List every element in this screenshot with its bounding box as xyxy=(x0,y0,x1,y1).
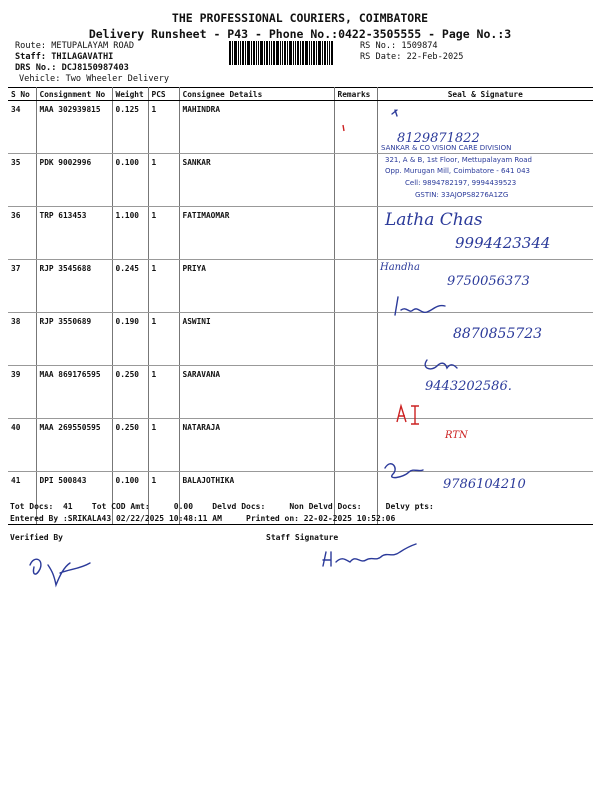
cell-sno: 40 xyxy=(8,419,36,472)
handwritten-remark: RTN xyxy=(445,430,468,441)
cell-weight: 0.250 xyxy=(112,366,148,419)
col-remarks: Remarks xyxy=(334,88,377,101)
company-title: THE PROFESSIONAL COURIERS, COIMBATORE xyxy=(171,11,429,25)
handwritten-signature xyxy=(395,297,445,315)
barcode xyxy=(229,41,354,65)
table-header-row xyxy=(8,88,593,101)
cell-pcs: 1 xyxy=(148,313,179,366)
cell-sno: 36 xyxy=(8,207,36,260)
handwritten-signature xyxy=(425,360,457,369)
stamp-line-3: Opp. Murugan Mill, Coimbatore - 641 043 xyxy=(385,167,531,175)
verified-by-label: Verified By xyxy=(10,533,63,542)
vehicle-text: Vehicle: Two Wheeler Delivery xyxy=(19,74,170,84)
cell-pcs: 1 xyxy=(148,472,179,525)
col-consignee: Consignee Details xyxy=(179,88,334,101)
cell-sno: 39 xyxy=(8,366,36,419)
signatures-overlay xyxy=(335,100,595,500)
cell-consignment: RJP 3550689 xyxy=(36,313,112,366)
cell-weight: 0.100 xyxy=(112,154,148,207)
staff-signature-label: Staff Signature xyxy=(266,533,339,542)
stamp-line-2: 321, A & B, 1st Floor, Mettupalayam Road xyxy=(385,156,532,164)
col-sno: S No xyxy=(8,88,36,101)
cell-pcs: 1 xyxy=(148,260,179,313)
handwritten-signature xyxy=(385,464,423,478)
cell-consignment: DPI 500843 xyxy=(36,472,112,525)
handwritten-phone: 8129871822 xyxy=(397,131,480,146)
cell-pcs: 1 xyxy=(148,101,179,154)
cell-consignee: PRIYA xyxy=(179,260,334,313)
cell-pcs: 1 xyxy=(148,154,179,207)
stamp-line-4: Cell: 9894782197, 9994439523 xyxy=(405,179,517,187)
drs-number: DRS No.: DCJ8150987403 xyxy=(15,63,129,73)
rs-number: RS No.: 1509874 xyxy=(360,41,438,51)
cell-weight: 0.245 xyxy=(112,260,148,313)
rs-date: RS Date: 22-Feb-2025 xyxy=(360,52,464,62)
cell-consignee: NATARAJA xyxy=(179,419,334,472)
cell-consignment: MAA 302939815 xyxy=(36,101,112,154)
handwritten-signature: Handha xyxy=(380,262,420,273)
cell-consignee: FATIMAOMAR xyxy=(179,207,334,260)
cell-consignee: SANKAR xyxy=(179,154,334,207)
cell-sno: 38 xyxy=(8,313,36,366)
handwritten-phone: 9443202586. xyxy=(425,379,512,394)
route-text: Route: METUPALAYAM ROAD xyxy=(15,41,134,51)
cell-sno: 37 xyxy=(8,260,36,313)
footer-entered-by: Entered By :SRIKALA43 02/22/2025 10:48:11 AM Printed on: 22-02-2025 10:52:06 xyxy=(10,514,396,523)
cell-consignment: PDK 9002996 xyxy=(36,154,112,207)
handwritten-signature xyxy=(397,406,419,424)
stamp-seal xyxy=(381,144,532,199)
cell-weight: 0.190 xyxy=(112,313,148,366)
cell-weight: 0.250 xyxy=(112,419,148,472)
cell-weight: 1.100 xyxy=(112,207,148,260)
handwritten-phone: 9750056373 xyxy=(447,274,530,289)
cell-weight: 0.125 xyxy=(112,101,148,154)
cell-sno: 35 xyxy=(8,154,36,207)
handwritten-phone: 8870855723 xyxy=(453,326,543,342)
cell-consignee: BALAJOTHIKA xyxy=(179,472,334,525)
cell-sno: 41 xyxy=(8,472,36,525)
cell-sno: 34 xyxy=(8,101,36,154)
handwritten-phone: 9994423344 xyxy=(455,234,551,252)
signature-mark xyxy=(392,110,397,116)
col-pcs: PCS xyxy=(148,88,179,101)
cell-consignee: MAHINDRA xyxy=(179,101,334,154)
stamp-line-1: SANKAR & CO VISION CARE DIVISION xyxy=(381,144,512,152)
cell-pcs: 1 xyxy=(148,419,179,472)
cell-pcs: 1 xyxy=(148,207,179,260)
runsheet-subtitle: Delivery Runsheet - P43 - Phone No.:0422-3505555 - Page No.:3 xyxy=(88,27,512,41)
cell-consignment: RJP 3545688 xyxy=(36,260,112,313)
stamp-line-5: GSTIN: 33AJOPS8276A1ZG xyxy=(415,191,509,199)
cell-pcs: 1 xyxy=(148,366,179,419)
footer-summary: Tot Docs: 41 Tot COD Amt: 0.00 Delvd Docs: Non Delvd Docs: Delvy pts: xyxy=(10,502,434,511)
cell-consignment: TRP 613453 xyxy=(36,207,112,260)
handwritten-phone: 9786104210 xyxy=(443,477,526,492)
remark-tick xyxy=(343,125,344,131)
col-weight: Weight xyxy=(112,88,148,101)
handwritten-signature: Latha Chas xyxy=(385,210,483,230)
cell-consignee: SARAVANA xyxy=(179,366,334,419)
cell-weight: 0.100 xyxy=(112,472,148,525)
cell-consignment: MAA 269550595 xyxy=(36,419,112,472)
cell-consignment: MAA 869176595 xyxy=(36,366,112,419)
staff-signature xyxy=(318,538,428,578)
col-consignment: Consignment No xyxy=(36,88,112,101)
col-seal-signature: Seal & Signature xyxy=(377,88,593,101)
cell-consignee: ASWINI xyxy=(179,313,334,366)
verifier-signature xyxy=(20,545,140,595)
staff-text: Staff: THILAGAVATHI xyxy=(15,52,114,62)
